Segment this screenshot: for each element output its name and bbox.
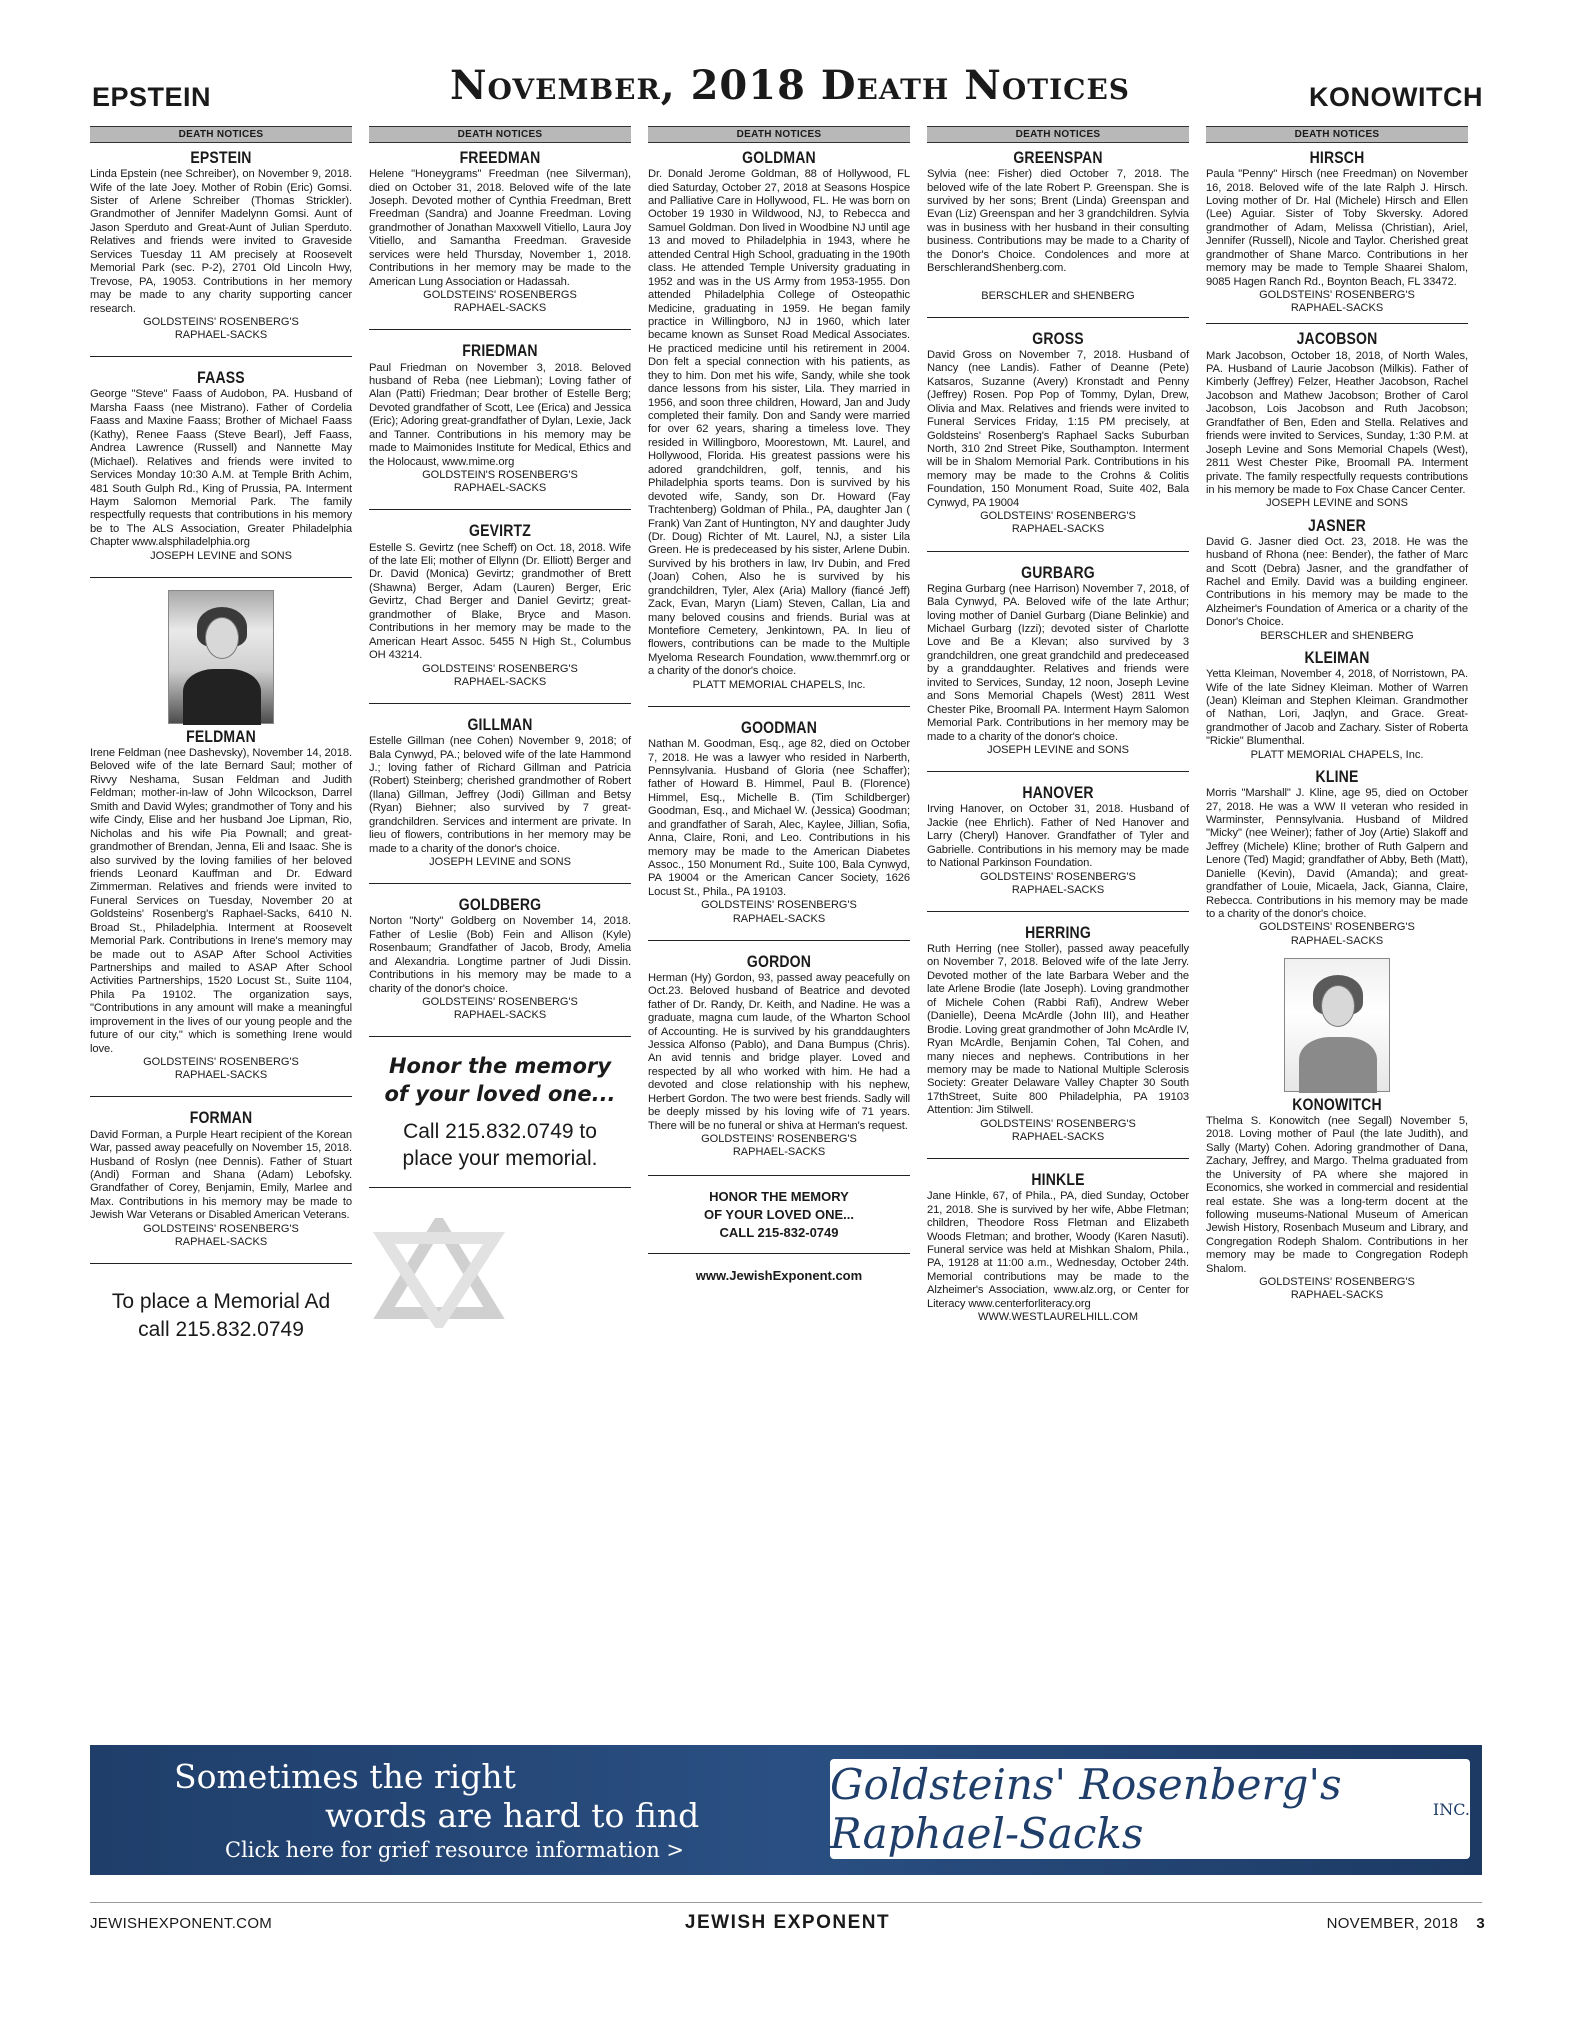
funeral-home: RAPHAEL-SACKS — [174, 1235, 268, 1248]
notice-epstein — [90, 149, 352, 342]
divider — [648, 940, 910, 941]
column-heading: DEATH NOTICES — [648, 126, 910, 143]
notice-name: FRIEDMAN — [462, 342, 538, 361]
notice-jasner — [1206, 517, 1468, 643]
notice-name: GOODMAN — [741, 718, 817, 737]
funeral-home: GOLDSTEINS' ROSENBERG'S — [980, 870, 1136, 883]
notice-gurbarg — [927, 564, 1189, 758]
honor-memory-ad[interactable] — [369, 1053, 631, 1172]
divider — [927, 1158, 1189, 1159]
funeral-home: RAPHAEL-SACKS — [174, 329, 268, 342]
footer-issue: NOVEMBER, 2018 — [1326, 1915, 1459, 1932]
ad-phone: place your memorial. — [402, 1147, 598, 1171]
ad-phone: Call 215.832.0749 to — [403, 1119, 597, 1143]
funeral-home: JOSEPH LEVINE and SONS — [1266, 497, 1408, 510]
funeral-home: RAPHAEL-SACKS — [732, 1146, 826, 1159]
funeral-home: GOLDSTEINS' ROSENBERG'S — [1259, 921, 1415, 934]
funeral-home-logo — [830, 1759, 1470, 1859]
notice-body: Sylvia (nee: Fisher) died October 7, 2018. The beloved wife of the late Robert P. Greenspan. She is survived by her sons; Brent (Linda) Greenspan and Evan (Liz) Greenspan and her 3 grandchildren. Sylvia was in business with her husband in their consulting business. Contributions may be made to a Charity of the Donor's Choice. Condolences and more at BerschlerandShenberg.com. — [927, 168, 1189, 275]
notice-body: Regina Gurbarg (nee Harrison) November 7, 2018, of Bala Cynwyd, PA. Beloved wife of the late Arthur; loving mother of Daniel Gurbarg (Diane Belinkie) and Michael Gurbarg (Izzi); devoted sister of Charlotte Love and Be a Klevan; also survived by 3 grandchildren, one great grandchild and predeceased by a granddaughter. Relatives and friends were invited to Services, Sunday, 12 noon, Joseph Levine and Sons Memorial Chapels (West) 2811 West Chester Pike, Broomall PA. Interment Haym Salomon Memorial Park. Contributions in her memory may be made to a charity of the donor's choice. — [927, 582, 1189, 743]
funeral-home: GOLDSTEINS' ROSENBERG'S — [422, 995, 578, 1008]
divider — [927, 551, 1189, 552]
notice-body: David Gross on November 7, 2018. Husband of Nancy (nee Landis). Father of Deanne (Pete) Katsaros, Suzanne (Avery) Kronstadt and Penny (Jeffrey) Rosen. Pop Pop of Tommy, Dylan, Drew, Olivia and Max. Relatives and friends were invited to Funeral Services Friday, 1:15 PM precisely, at Goldsteins' Rosenberg's Raphael Sacks Suburban North, 310 2nd Street Pike, Southampton. Interment will be in Shalom Memorial Park. Contributions in his memory may be made to the Crohns & Colitis Foundation, 150 Monument Road, Suite 402, Bala Cynwyd, PA 19004 — [927, 348, 1189, 509]
funeral-home: GOLDSTEINS' ROSENBERG'S — [143, 1056, 299, 1069]
box-line: CALL 215-832-0749 — [719, 1224, 839, 1240]
notice-feldman — [90, 590, 352, 1083]
portrait-photo — [1284, 958, 1390, 1092]
divider — [369, 329, 631, 330]
funeral-home: GOLDSTEINS' ROSENBERG'S — [143, 1222, 299, 1235]
footer-date — [1327, 1915, 1485, 1932]
column-heading: DEATH NOTICES — [1206, 126, 1468, 143]
box-line: HONOR THE MEMORY — [709, 1189, 849, 1205]
notice-name: GORDON — [746, 952, 812, 971]
notice-name: JASNER — [1308, 516, 1366, 535]
column-5 — [1206, 126, 1468, 1303]
notice-name: GROSS — [1032, 329, 1084, 348]
divider — [369, 703, 631, 704]
notice-friedman — [369, 342, 631, 495]
notice-body: Thelma S. Konowitch (nee Segall) November 5, 2018. Loving mother of Paul (the late Judith), and Sally (Marty) Cohen. Adoring grandmother of Dana, Zachary, Jeffrey, and Margo. Thelma graduated from the University of PA where she majored in Economics, she worked in commercial and residential real estate. She was a long-term docent at the following museums-National Museum of American Jewish History, Rosenbach Museum and Library, and Congregation Rodeph Shalom. Contributions in her memory may be made to Congregation Rodeph Shalom. — [1206, 1114, 1468, 1275]
funeral-home: GOLDSTEINS' ROSENBERG'S — [980, 1117, 1136, 1130]
funeral-home: GOLDSTEINS' ROSENBERG'S — [701, 899, 857, 912]
notice-body: Norton "Norty" Goldberg on November 14, 2018. Father of Leslie (Bob) Fein and Allison (Kyle) Rosenbaum; Grandfather of Jacob, Brody, Amelia and Alexandria. Longtime partner of Judi Dissin. Contributions in his memory may be made to a charity of the donor's choice. — [369, 915, 631, 995]
divider — [90, 1096, 352, 1097]
notice-name: FAASS — [197, 369, 245, 388]
portrait-photo — [168, 590, 274, 724]
notice-herring — [927, 924, 1189, 1144]
notice-freedman — [369, 149, 631, 315]
funeral-home: GOLDSTEINS' ROSENBERG'S — [1259, 289, 1415, 302]
divider — [90, 1263, 352, 1264]
notice-hinkle — [927, 1171, 1189, 1324]
grief-resource-banner[interactable] — [90, 1745, 1482, 1875]
notice-hanover — [927, 784, 1189, 897]
notice-name: GEVIRTZ — [469, 522, 531, 541]
notice-faass — [90, 369, 352, 563]
funeral-home: RAPHAEL-SACKS — [1290, 302, 1384, 315]
logo-text: Goldsteins' Rosenberg's Raphael-Sacks — [830, 1760, 1342, 1858]
divider — [90, 356, 352, 357]
funeral-home: PLATT MEMORIAL CHAPELS, Inc. — [1250, 748, 1424, 761]
notice-kline — [1206, 768, 1468, 948]
notice-gross — [927, 330, 1189, 537]
column-heading: DEATH NOTICES — [927, 126, 1189, 143]
notice-body: Linda Epstein (nee Schreiber), on November 9, 2018. Wife of the late Joey. Mother of Robin (Eric) Gomsi. Sister of Arlene Schreiber (Thomas Strickler). Grandmother of Jennifer Madelynn Gomsi. Aunt of Jason Sperduto and Great-Aunt of Julian Sperduto. Relatives and friends were invited to Graveside Services Tuesday 11 AM precisely at Roosevelt Memorial Park (sec. P-2), 2701 Old Lincoln Hwy, Trevose, PA, 19053. Contributions in her memory may be made to any charity supporting cancer research. — [90, 168, 352, 315]
notice-body: Helene "Honeygrams" Freedman (nee Silverman), died on October 31, 2018. Beloved wife of the late Joseph. Devoted mother of Cynthia Freedman, Brett Freedman (Sandra) and Joanne Freedman. Loving grandmother of Jonathan Maxxwell Vitiello, Laura Joy Vitiello, and Samantha Freedman. Graveside services were held Thursday, November 1, 2018. Contributions in her memory may be made to the American Lung Association or Hadassah. — [369, 168, 631, 288]
funeral-home: RAPHAEL-SACKS — [174, 1069, 268, 1082]
memorial-ad-notice[interactable] — [90, 1288, 352, 1345]
funeral-home: RAPHAEL-SACKS — [1011, 1130, 1105, 1143]
notice-konowitch — [1206, 958, 1468, 1303]
page-number: 3 — [1476, 1915, 1485, 1932]
notice-gordon — [648, 953, 910, 1160]
notice-name: HANOVER — [1022, 784, 1094, 803]
left-guide-word: EPSTEIN — [92, 82, 212, 112]
notice-body: Irving Hanover, on October 31, 2018. Husband of Jackie (nee Ehrlich). Father of Ned Hanover and Larry (Cheryl) Hanover. Grandfather of Tyler and Gabrielle. Contributions in his memory may be made to National Parkinson Foundation. — [927, 803, 1189, 870]
funeral-home: RAPHAEL-SACKS — [453, 302, 547, 315]
notice-body: David Forman, a Purple Heart recipient of the Korean War, passed away peacefully on November 15, 2018. Husband of Roslyn (nee Dennis). Father of Stuart (Andi) Forman and Shana (Adam) Lebofsky. Grandfather of Corey, Benjamin, Emily, Marlee and Max. Contributions in his memory may be made to Jewish War Veterans or Disabled American Veterans. — [90, 1128, 352, 1222]
divider — [1206, 323, 1468, 324]
notice-name: EPSTEIN — [190, 149, 252, 167]
funeral-home: GOLDSTEINS' ROSENBERG'S — [422, 662, 578, 675]
notice-body: Irene Feldman (nee Dashevsky), November 14, 2018. Beloved wife of the late Bernard Saul; mother of Rivvy Neshama, Susan Feldman and Judith Feldman; mother-in-law of John Wilcockson, Darrel Smith and David Wyles; grandmother of Tony and his wife Cindy, Elise and her husband Joe Lipman, Rio, Nicholas and his wife Pia Pownall; and great-grandmother of Brendan, Jenna, Eli and Isaac. She is also survived by the loving families of her beloved friends Leonard Kauffman and Dr. Edward Zimmerman. Relatives and friends were invited to Funeral Services on Tuesday, November 20 at Goldsteins' Rosenberg's Raphael-Sacks, 6410 N. Broad St., Philadelphia. Interment at Roosevelt Memorial Park. Contributions in Irene's memory may be made out to ASAP After School Activities Partnerships and mailed to ASAP After School Activities Partnerships, 1520 Locust St., Suite 1104, Phila Pa 19102. The organization says, "Contributions in any amount will make a meaningful improvement in the lives of our young people and the future of our city," which is something Irene would love. — [90, 747, 352, 1055]
column-4 — [927, 126, 1189, 1324]
funeral-home: RAPHAEL-SACKS — [1011, 883, 1105, 896]
notice-name: FORMAN — [189, 1109, 253, 1128]
notice-name: KONOWITCH — [1292, 1095, 1382, 1114]
notice-body: Paula "Penny" Hirsch (nee Freedman) on November 16, 2018. Beloved wife of the late Ralph J. Hirsch. Loving mother of Dr. Hal (Michele) Hirsch and Ellen (Lee) Aguiar. Sister of Toby Skversky. Adored grandmother of Adam, Melissa (Christian), Ariel, Jennifer (Russell), Nicole and Taylor. Cherished great grandmother of Shane Marco. Contributions in her memory may be made to Temple Shaarei Shalom, 9085 Hagen Ranch Rd., Boynton Beach, FL 33472. — [1206, 168, 1468, 288]
notice-body: Ruth Herring (nee Stoller), passed away peacefully on November 7, 2018. Beloved wife of the late Jerry. Devoted mother of the late Barbara Weber and the late Arlene Brodie (late Joseph). Loving grandmother of Michele Cohen (Rabbi Rafi), Andrew Weber (Danielle), Deena McArdle (John III), and Heather Brodie. Loving great grandmother of John McArdle IV, Ryan McArdle, Benjamin Cohen, Tal Cohen, and many nieces and nephews. Contributions in her memory may be made to National Multiple Sclerosis Society: Greater Delaware Valley Chapter 30 South 17thStreet, Suite 800 Philadelphia, PA 19103 Attention: Jim Stilwell. — [927, 943, 1189, 1117]
divider — [369, 883, 631, 884]
divider — [369, 1036, 631, 1037]
notice-name: JACOBSON — [1296, 330, 1378, 349]
divider — [369, 1187, 631, 1188]
column-heading: DEATH NOTICES — [369, 126, 631, 143]
funeral-home: GOLDSTEIN'S ROSENBERG'S — [422, 469, 578, 482]
notice-body: Estelle S. Gevirtz (nee Scheff) on Oct. 18, 2018. Wife of the late Eli; mother of Ellynn (Dr. Elliott) Berger and Dr. David (Monica) Gevirtz; grandmother of Brett (Shawna) Berger, Adam (Lauren) Berger, Eric Gevirtz, Chad Berger and Daniel Gevirtz; great-grandmother of Blake, Bryce and Mason. Contributions in her memory may be made to the American Heart Assoc. 5455 N High St., Columbus OH 43214. — [369, 541, 631, 662]
notice-body: Paul Friedman on November 3, 2018. Beloved husband of Reba (nee Liebman); Loving father of Alan (Patti) Friedman; Dear brother of Estelle Berg; Devoted grandfather of Scott, Lee (Erica) and Jessica (Eric); Adoring great-grandfather of Dylan, Lexie, Jack and Tanner. Contributions in his memory may be made to Maimonides Institute for Medical, Ethics and the Holocaust, www.mime.org — [369, 361, 631, 468]
divider — [648, 706, 910, 707]
notice-name: GREENSPAN — [1013, 149, 1103, 167]
divider — [927, 911, 1189, 912]
ad-headline: of your loved one... — [384, 1081, 616, 1106]
box-line: OF YOUR LOVED ONE... — [703, 1207, 854, 1223]
funeral-home: RAPHAEL-SACKS — [453, 482, 547, 495]
funeral-home: RAPHAEL-SACKS — [1290, 1289, 1384, 1302]
divider — [927, 771, 1189, 772]
funeral-home: JOSEPH LEVINE and SONS — [987, 743, 1129, 756]
banner-line: Sometimes the right — [174, 1757, 516, 1796]
footer-divider — [90, 1902, 1482, 1903]
notice-body: Jane Hinkle, 67, of Phila., PA, died Sunday, October 21, 2018. She is survived by her wife, Abbe Fletman; children, Theodore Ross Fletman and Elizabeth Woods Fletman; and brother, Woody (Karen Nasuti). Funeral service was held at Mishkan Shalom, Phila., PA, 19128 at 11:00 a.m., Wednesday, October 24th. Memorial contributions may be made to the Alzheimer's Association, www.alz.org, or Center for Literacy www.centerforliteracy.org — [927, 1190, 1189, 1310]
funeral-home: JOSEPH LEVINE and SONS — [429, 856, 571, 868]
banner-line: words are hard to find — [325, 1796, 700, 1835]
funeral-home: RAPHAEL-SACKS — [453, 675, 547, 688]
notice-name: KLINE — [1315, 767, 1359, 786]
logo-suffix: INC. — [1432, 1799, 1470, 1819]
funeral-home: JOSEPH LEVINE and SONS — [150, 549, 292, 562]
notice-name: HIRSCH — [1309, 149, 1365, 167]
notice-body: George "Steve" Faass of Audobon, PA. Husband of Marsha Faass (nee Mistrano). Father of Cordelia Faass and Maxine Faass; Brother of Michael Faass (Kathy), Renee Faass (Steve Bearl), Jeff Faass, Andrea Lawrence (Russell) and Nannette May (Michael). Relatives and friends were invited to Services Monday 10:30 A.M. at Temple Brith Achim, 481 South Gulph Rd., King of Prussia, PA. Interment Haym Salomon Memorial Park. The family respectfully requests that contributions in his memory be to The ALS Association, Greater Philadelphia Chapter www.alsphiladelphia.org — [90, 388, 352, 549]
notice-name: KLEIMAN — [1304, 648, 1370, 667]
column-1 — [90, 126, 352, 1345]
notice-goodman — [648, 719, 910, 926]
funeral-home: GOLDSTEINS' ROSENBERG'S — [1259, 1276, 1415, 1289]
notice-hirsch — [1206, 149, 1468, 315]
notice-kleiman — [1206, 649, 1468, 762]
funeral-home-link[interactable]: WWW.WESTLAURELHILL.COM — [977, 1311, 1139, 1324]
notice-name: GURBARG — [1021, 563, 1095, 582]
notice-body: Mark Jacobson, October 18, 2018, of North Wales, PA. Husband of Laurie Jacobson (Milkis). Father of Kimberly (Jeffrey) Felzer, Heather Jacobson, Rachel Jacobson and Mathew Jacobson; Brother of Carol Jacobson, Lois Jacobson and Ruth Jacobson; Grandfather of Ben, Eden and Stella. Relatives and friends were invited to Services, Sunday, 1:30 P.M. at Joseph Levine and Sons Memorial Chapels (West), 2811 West Chester Pike, Broomall PA. Interment private. The family respectfully requests contributions in his memory be made to Fox Chase Cancer Center. — [1206, 349, 1468, 496]
notice-gillman — [369, 716, 631, 869]
notice-forman — [90, 1109, 352, 1249]
funeral-home: GOLDSTEINS' ROSENBERG'S — [143, 315, 299, 328]
funeral-home: GOLDSTEINS' ROSENBERG'S — [980, 510, 1136, 523]
funeral-home: PLATT MEMORIAL CHAPELS, Inc. — [692, 678, 866, 691]
funeral-home: BERSCHLER and SHENBERG — [981, 289, 1135, 302]
notice-goldman — [648, 149, 910, 692]
ad-line: call 215.832.0749 — [138, 1318, 304, 1342]
footer-website: JEWISHEXPONENT.COM — [90, 1915, 273, 1932]
notice-body: David G. Jasner died Oct. 23, 2018. He was the husband of Rhona (nee: Bender), the father of Marc and Scott (Debra) Jasner, and the grandfather of Rachel and Emily. David was a building engineer. Contributions in his memory may be made to the Alzheimer's Foundation of America or a charity of the Donor's Choice. — [1206, 535, 1468, 629]
honor-memory-box[interactable] — [648, 1175, 910, 1254]
notice-name: FELDMAN — [186, 727, 256, 746]
column-heading: DEATH NOTICES — [90, 126, 352, 143]
website-link[interactable]: www.JewishExponent.com — [695, 1268, 863, 1284]
funeral-home: RAPHAEL-SACKS — [732, 912, 826, 925]
notice-body: Morris "Marshall" J. Kline, age 95, died on October 27, 2018. He was a WW II veteran who resided in Warminster, Pennsylvania. Husband of Mildred "Micky" (nee Weiner); father of Joy (Artie) Slakoff and Jeffrey (Michele) Kline; brother of Ruth Galpern and Lenore (Ted) Magid; grandfather of Abby, Beth (Matt), Danielle (Kevin), David (Amanda); and great-grandfather of Louie, Micaela, Jack, Gianna, Claire, Rebecca. Contributions in his memory may be made to a charity of the donor's choice. — [1206, 787, 1468, 921]
notice-body: Yetta Kleiman, November 4, 2018, of Norristown, PA. Wife of the late Sidney Kleiman. Mother of Warren (Jean) Kleiman and Stephen Kleiman. Grandmother of Nathan, Lori, Jaqlyn, and Grace. Great-grandmother of Jacob and Zachary. Sister of Roberta "Rickie" Blumenthal. — [1206, 668, 1468, 748]
notice-gevirtz — [369, 522, 631, 688]
notice-name: GILLMAN — [467, 715, 533, 734]
funeral-home: RAPHAEL-SACKS — [1290, 934, 1384, 947]
notice-greenspan — [927, 149, 1189, 303]
notice-name: GOLDMAN — [742, 149, 816, 167]
notice-name: HINKLE — [1031, 1171, 1085, 1190]
notice-body: Estelle Gillman (nee Cohen) November 9, 2018; of Bala Cynwyd, PA.; beloved wife of the late Hammond J.; loving father of Richard Gillman and Patricia (Robert) Steinberg; cherished grandmother of Robert (Ilana) Gillman, Jeffrey (Jodi) Gillman and Betsy (Ryan) Biehner; also survived by 7 great-grandchildren. Services and interment are private. In lieu of flowers, contributions in her memory may be made to a charity of the donor's choice. — [369, 735, 631, 855]
notice-goldberg — [369, 896, 631, 1022]
notice-name: FREEDMAN — [459, 149, 541, 167]
ad-line: To place a Memorial Ad — [111, 1290, 331, 1314]
notice-jacobson — [1206, 330, 1468, 510]
page-title: November, 2018 Death Notices — [449, 62, 1131, 109]
funeral-home: GOLDSTEINS' ROSENBERG'S — [701, 1133, 857, 1146]
ad-headline: Honor the memory — [388, 1054, 612, 1079]
funeral-home: RAPHAEL-SACKS — [1011, 523, 1105, 536]
banner-link[interactable]: Click here for grief resource information > — [225, 1838, 684, 1862]
funeral-home: GOLDSTEINS' ROSENBERGS — [423, 289, 577, 302]
funeral-home: RAPHAEL-SACKS — [453, 1009, 547, 1022]
funeral-home: BERSCHLER and SHENBERG — [1260, 629, 1414, 642]
column-3 — [648, 126, 910, 1283]
divider — [369, 509, 631, 510]
notice-body: Nathan M. Goodman, Esq., age 82, died on October 7, 2018. He was a lawyer who resided in Narberth, Pennsylvania. Husband of Gloria (nee Schaffer); father of Howard B. Himmel, Paul B. (Florence) Himmel, Esq., Michelle B. (Tim Schildberger) Goodman, Esq., and Michael W. (Jessica) Goodman; and grandfather of Sarah, Alec, Kaylee, Jillian, Sofia, Anna, Claire, Roni, and Leo. Contributions in his memory may be made to the American Diabetes Assoc., 150 Monument Rd., Suite 100, Bala Cynwyd, PA 19004 or the American Cancer Society, 1626 Locust St., Phila., PA 19103. — [648, 738, 910, 898]
notice-body: Herman (Hy) Gordon, 93, passed away peacefully on Oct.23. Beloved husband of Beatrice and devoted father of Dr. Randy, Dr. Keith, and Nadine. He was a graduate, magna cum laude, of the Wharton School of Accounting. He is survived by his granddaughters Jessica Alfonso (Pablo), and Dana Bumpus (Chris). An avid tennis and bridge player. Loved and respected by all who worked with him. He had a devoted and close relationship with his nephew, Herbert Gordon. The two were best friends. Sadly will be deeply missed by his loving wife of 71 years. There will be no funeral or shiva at Herman's request. — [648, 971, 910, 1132]
star-of-david-icon — [369, 1218, 509, 1328]
right-guide-word: KONOWITCH — [1309, 82, 1483, 112]
divider — [927, 317, 1189, 318]
divider — [90, 577, 352, 578]
notice-body: Dr. Donald Jerome Goldman, 88 of Hollywood, FL died Saturday, October 27, 2018 at Seasons Hospice and Palliative Care in Hollywood, FL. He was born on October 19 1930 in Wildwood, NJ, to Rebecca and Samuel Goldman. Don lived in Woodbine NJ until age 13 and moved to Philadelphia in 1943, where he attended Central High School, graduating in the 190th class. He attended Temple University graduating in 1952 and was in the US Army from 1953-1955. Don attended Philadelphia College of Osteopathic Medicine, graduating in 1959. He began family practice in Willingboro, NJ in 1960, which later became known as Sunset Road Medical Associates. He practiced medicine until his retirement in 2004. Don felt a special connection with his patients, as they to him. Don met his wife, Sandy, while she took dance lessons from his sister, Lila. They married in 1956, and soon three children, Howard, Jan and Judy completed their family. Don and Sandy were married for over 62 years, sharing a timeless love. They resided in Willingboro, Moorestown, Mt. Laurel, and Hollywood, Florida. His greatest passions were his adored grandchildren, golf, tennis, and his Philadelphia sports teams. Don is survived by his devoted wife, Sandy, son Dr. Howard (Fay Trachtenberg) Goldman of Phila., PA, daughter Jan ( Frank) Van Zant of Huntington, NY and daughter Judy (Dr. Doug) Richter of Mt. Laurel, NJ, a sister Lila Green. He is predeceased by his sister, Arlene Dubin. Survived by his brothers in law, Irv Dubin, and Fred (Joan) Cohen, Also he is survived by his grandchildren, Tyler, Alex (Aria) Mallory (fiancé Jeff) Zack, Evan, Maryn (Liam) Steven, Callan, Lia and many beloved cousins and friends. Burial was at Montefiore Cemetery, Jenkintown, PA. In lieu of flowers, contributions can be made to the Multiple Myeloma Research Foundation, www.themmrf.org or a charity of the donor's choice. — [648, 168, 910, 678]
notice-name: HERRING — [1025, 923, 1091, 942]
column-2 — [369, 126, 631, 1333]
notice-name: GOLDBERG — [458, 896, 542, 915]
footer-publication: JEWISH EXPONENT — [684, 1912, 891, 1933]
